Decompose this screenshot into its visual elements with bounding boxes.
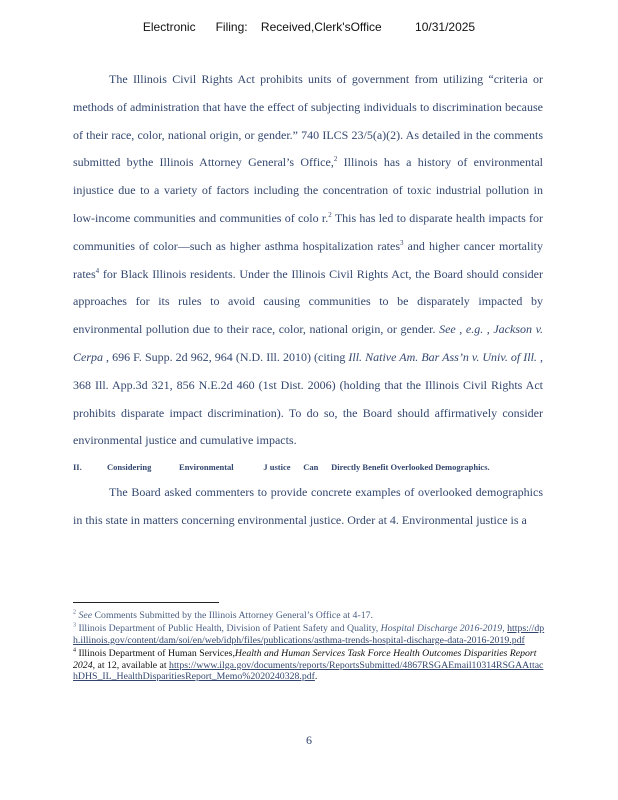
footnote-4-number: 4 xyxy=(73,647,76,654)
footnote-4-link[interactable]: https://www.ilga.gov/documents/reports/ReportsSubmitted/4867RSGAEmail10314RSGAAttachDHS_IL_HealthDisparitiesReport_Memo%2020240328.pdf xyxy=(73,659,544,683)
footnote-3 xyxy=(73,623,548,646)
citation-jackson: See , e.g. , Jackson v. Cerpa xyxy=(73,322,544,364)
citation-ill-native: Ill. Native Am. Bar Ass’n v. Univ. of Ill. xyxy=(348,349,537,364)
para1-text-7: , 368 Ill. App.3d 321, 856 N.E.2d 460 (1st Dist. 2006) (holding that the Illinois Civil Rights Act prohibits disparate impact discrimination). To do so, the Board should affirmatively consider environmental justice and cumulative impacts. xyxy=(73,349,543,448)
filing-header: Electronic Filing: Received,Clerk'sOffice 10/31/2025 xyxy=(142,20,476,34)
para1-text-1: The Illinois Civil Rights Act prohibits units of government from utilizing “criteria or methods of administration that have the effect of subjecting individuals to discrimination because of their race, color, national origin, or gender.” 740 ILCS 23/5(a)(2). As detailed in the comments submitted bythe Illinois Attorney General’s Office, xyxy=(73,72,543,170)
para1-text-5: for Black Illinois residents. Under the Illinois Civil Rights Act, the Board should consider approaches for its rules to avoid causing communities to be disparately impacted by environmental pollution due to their race, color, national origin, or gender. xyxy=(73,266,543,337)
footnote-ref-2b[interactable]: 2 xyxy=(328,210,332,219)
footnote-3-title: Hospital Discharge 2016-2019 xyxy=(380,623,503,635)
page-number: 6 xyxy=(306,733,312,747)
footnote-ref-2[interactable]: 2 xyxy=(333,155,338,164)
paragraph-overlooked-demographics: The Board asked commenters to provide concrete examples of overlooked demographics in this state in matters concerning environmental justice. Order at 4. Environmental justice is a xyxy=(73,485,543,527)
footnote-ref-4[interactable]: 4 xyxy=(95,266,100,275)
footnote-3-text: Illinois Department of Public Health, Division of Patient Safety and Quality, xyxy=(76,623,379,635)
footnotes xyxy=(73,610,548,684)
footnote-2-text: Comments Submitted by the Illinois Attorney General’s Office at 4-17. xyxy=(92,610,373,621)
para1-text-6: , 696 F. Supp. 2d 962, 964 (N.D. Ill. 2010) (citing xyxy=(103,349,349,364)
footnote-3-sep: , xyxy=(502,623,508,635)
footnote-2-number: 2 xyxy=(73,609,76,616)
para1-text-3: This has led to disparate health impacts for communities of color—such as higher asthma hospitalization rates xyxy=(73,210,544,253)
footnote-4 xyxy=(73,648,548,682)
section-title: Considering Environmental J ustice Can Directly Benefit Overlooked Demographics. xyxy=(107,462,490,473)
footnote-4-text: Illinois Department of Human Services, xyxy=(76,648,235,660)
footnote-4-end: . xyxy=(314,671,318,683)
footnote-2-see: See xyxy=(78,610,93,621)
footnote-2 xyxy=(73,610,548,621)
body-text xyxy=(73,66,543,535)
section-number: II. xyxy=(73,462,82,473)
footnote-ref-3[interactable]: 3 xyxy=(400,238,404,247)
footnote-3-number: 3 xyxy=(73,623,76,630)
footnote-4-after: , at 12, available at xyxy=(92,659,167,671)
para1-text-2: Illinois has a history of environmental injustice due to a variety of factors including the concentration of toxic industrial pollution in low-income communities and communities of colo r. xyxy=(73,155,543,225)
footnote-3-link[interactable]: https://dph.illinois.gov/content/dam/soi/en/web/idph/files/publications/asthma-trends-hospital-discharge-data-2016-2019.pdf xyxy=(73,623,545,646)
paragraph-civil-rights-act xyxy=(73,66,543,455)
footnote-4-title: Health and Human Services Task Force Health Outcomes Disparities Report 2024 xyxy=(73,648,537,671)
para1-text-4: and higher cancer mortality rates xyxy=(73,238,544,281)
section-heading xyxy=(73,455,543,479)
footnote-divider xyxy=(73,602,219,603)
